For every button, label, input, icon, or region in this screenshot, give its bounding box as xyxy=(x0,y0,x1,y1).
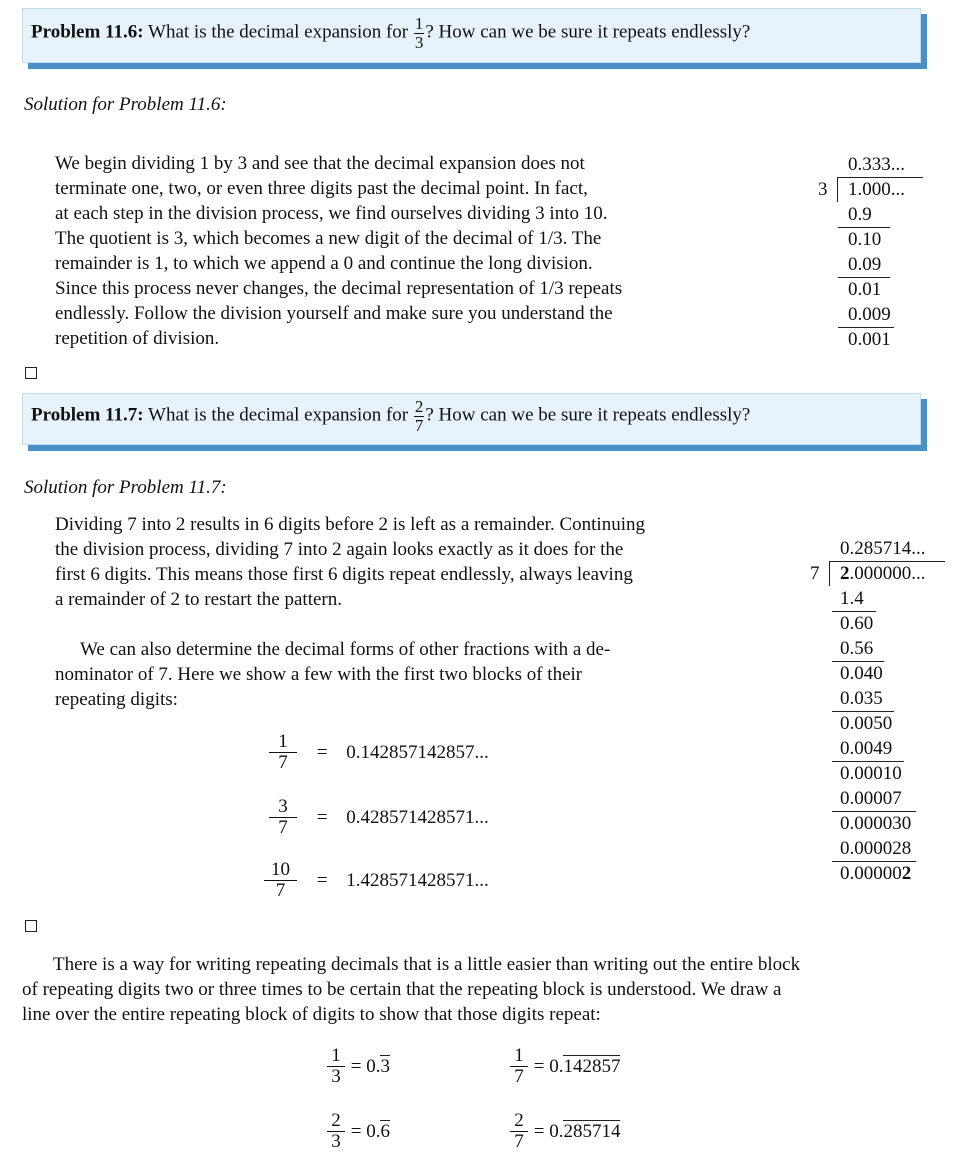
step: 0.60 xyxy=(840,613,874,634)
problem-label: Problem 11.6: xyxy=(31,21,144,43)
final-remainder: 0.000002 xyxy=(840,863,912,884)
text-line: terminate one, two, or even three digits past the decimal point. In fact, xyxy=(55,178,588,199)
notation-prefix: = 0. xyxy=(533,1055,564,1077)
division-bracket xyxy=(829,562,830,586)
solution-11-7-paragraph-2 xyxy=(55,637,717,712)
step: 0.00007 xyxy=(840,788,902,809)
qed-box xyxy=(25,367,37,379)
text-line: We can also determine the decimal forms of other fractions with a de- xyxy=(80,639,611,660)
text-line: line over the entire repeating block of digits to show that those digits repeat: xyxy=(22,1004,601,1025)
repeating-block: 142857 xyxy=(563,1055,621,1077)
equation-row xyxy=(263,860,489,901)
step: 0.10 xyxy=(848,229,882,250)
step: 0.0049 xyxy=(840,738,893,759)
repeating-block: 3 xyxy=(380,1055,390,1077)
notation-1-3 xyxy=(326,1046,390,1087)
problem-11-7-statement xyxy=(31,398,750,435)
divisor: 3 xyxy=(818,179,828,200)
fraction: $\frac{1}{7}$ xyxy=(510,1046,528,1087)
problem-text-after: ? How can we be sure it repeats endlessly? xyxy=(425,21,751,43)
text-line: at each step in the division process, we find ourselves dividing 3 into 10. xyxy=(55,203,608,224)
solution-heading: Solution for Problem 11.7: xyxy=(24,477,227,498)
step: 0.000030 xyxy=(840,813,912,834)
step: 0.040 xyxy=(840,663,883,684)
step: 0.9 xyxy=(848,204,872,225)
text-line: a remainder of 2 to restart the pattern. xyxy=(55,589,342,610)
problem-11-6-box xyxy=(22,8,921,63)
problem-text: What is the decimal expansion for xyxy=(148,21,409,43)
fraction: $\frac{3}{7}$ xyxy=(269,797,297,838)
repeating-block: 6 xyxy=(380,1120,390,1142)
decimal-value: 0.142857142857... xyxy=(346,741,489,763)
equation-row xyxy=(268,732,489,773)
text-line: We begin dividing 1 by 3 and see that the decimal expansion does not xyxy=(55,153,585,174)
text-line: of repeating digits two or three times to be certain that the repeating block is understood. We draw a xyxy=(22,979,782,1000)
solution-11-6-paragraph xyxy=(55,151,717,351)
notation-1-7 xyxy=(509,1046,620,1087)
divisor: 7 xyxy=(810,563,820,584)
notation-prefix: = 0. xyxy=(350,1055,381,1077)
problem-label: Problem 11.7: xyxy=(31,404,144,426)
step: 0.0050 xyxy=(840,713,893,734)
text-line: repeating digits: xyxy=(55,689,178,710)
solution-heading: Solution for Problem 11.6: xyxy=(24,94,227,115)
division-bracket xyxy=(837,178,838,202)
text-line: There is a way for writing repeating decimals that is a little easier than writing out the entire block xyxy=(53,954,801,975)
equals-sign: = xyxy=(316,806,328,828)
fraction: $\frac{2}{7}$ xyxy=(510,1111,528,1152)
closing-paragraph xyxy=(22,952,937,1027)
text-line: first 6 digits. This means those first 6 digits repeat endlessly, always leaving xyxy=(55,564,633,585)
dividend: 2.000000... xyxy=(840,563,926,584)
fraction: $\frac{2}{7}$ xyxy=(414,397,424,435)
quotient: 0.285714... xyxy=(840,538,926,559)
step: 1.4 xyxy=(840,588,864,609)
text-line: The quotient is 3, which becomes a new digit of the decimal of 1/3. The xyxy=(55,228,602,249)
text-line: the division process, dividing 7 into 2 again looks exactly as it does for the xyxy=(55,539,624,560)
notation-prefix: = 0. xyxy=(533,1120,564,1142)
step: 0.035 xyxy=(840,688,883,709)
step: 0.001 xyxy=(848,329,891,350)
fraction: $\frac{1}{3}$ xyxy=(414,14,424,52)
fraction: $\frac{1}{3}$ xyxy=(327,1046,345,1087)
dividend: 1.000... xyxy=(848,179,905,200)
equation-row xyxy=(268,797,489,838)
notation-prefix: = 0. xyxy=(350,1120,381,1142)
text-line: repetition of division. xyxy=(55,328,220,349)
step: 0.00010 xyxy=(840,763,902,784)
text-line: endlessly. Follow the division yourself and make sure you understand the xyxy=(55,303,613,324)
qed-box xyxy=(25,920,37,932)
notation-2-7 xyxy=(509,1111,620,1152)
text-line: remainder is 1, to which we append a 0 and continue the long division. xyxy=(55,253,593,274)
equals-sign: = xyxy=(316,869,328,891)
text-line: Dividing 7 into 2 results in 6 digits before 2 is left as a remainder. Continuing xyxy=(55,514,645,535)
equals-sign: = xyxy=(316,741,328,763)
fraction: $\frac{2}{3}$ xyxy=(327,1111,345,1152)
problem-11-6-statement xyxy=(31,15,750,52)
step: 0.56 xyxy=(840,638,874,659)
decimal-value: 0.428571428571... xyxy=(346,806,489,828)
step: 0.000028 xyxy=(840,838,912,859)
step: 0.009 xyxy=(848,304,891,325)
step: 0.09 xyxy=(848,254,882,275)
text-line: nominator of 7. Here we show a few with the first two blocks of their xyxy=(55,664,583,685)
problem-text-after: ? How can we be sure it repeats endlessly? xyxy=(425,404,751,426)
step: 0.01 xyxy=(848,279,882,300)
fraction: $\frac{10}{7}$ xyxy=(264,860,297,901)
quotient: 0.333... xyxy=(848,154,905,175)
text-line: Since this process never changes, the decimal representation of 1/3 repeats xyxy=(55,278,623,299)
repeating-block: 285714 xyxy=(563,1120,621,1142)
problem-text: What is the decimal expansion for xyxy=(148,404,409,426)
fraction: $\frac{1}{7}$ xyxy=(269,732,297,773)
notation-2-3 xyxy=(326,1111,390,1152)
solution-11-7-paragraph xyxy=(55,512,717,612)
problem-11-7-box xyxy=(22,393,921,445)
decimal-value: 1.428571428571... xyxy=(346,869,489,891)
